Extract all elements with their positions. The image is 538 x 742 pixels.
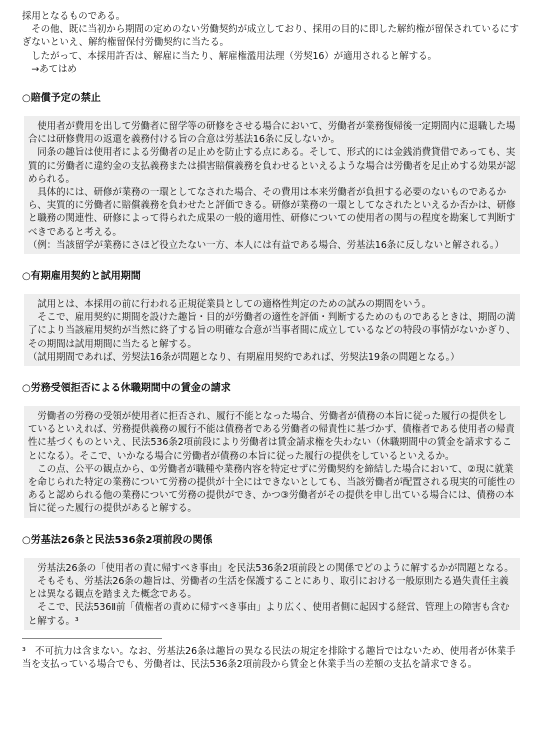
footnote-divider — [22, 638, 162, 639]
paragraph: 労基法26条の「使用者の責に帰すべき事由」を民法536条2項前段との関係でどのように解するかが問題となる。 — [28, 562, 514, 574]
paragraph: 具体的には、研修が業務の一環としてなされた場合、その費用は本来労働者が負担する必要のないものであるから、実質的に労働者に賠償義務を負わせたと評価できる。研修が業務の一環としてなされたといえるか否かは、研修と職務の関連性、研修によって得られた成果の一般的適用性、研修についての使用者の関与の程度を勘案して判断すべきであると考える。 — [28, 187, 516, 238]
section-body — [24, 558, 520, 630]
intro-line: したがって、本採用許否は、解雇に当たり、解雇権濫用法理（労契16）が適用されると解する。 — [22, 50, 437, 62]
footnote — [22, 645, 520, 671]
section-heading: ○労基法26条と民法536条2項前段の関係 — [22, 534, 213, 546]
section-fixed-term — [22, 270, 520, 366]
section-body — [24, 116, 520, 254]
section-wage-claim — [22, 382, 520, 518]
footnote-text: ³ 不可抗力は含まない。なお、労基法26条は趣旨の異なる民法の規定を排除する趣旨ではないため、使用者が休業手当を支払っている場合でも、労働者は、民法536条2項前段から賃金と休業手当の差額の支払を請求できる。 — [22, 645, 516, 670]
paragraph: 使用者が費用を出して労働者に留学等の研修をさせる場合において、労働者が業務復帰後一定期間内に退職した場合には研修費用の返還を義務付ける旨の合意は労基法16条に反しないか。 — [28, 121, 516, 146]
section-article26 — [22, 534, 520, 630]
paragraph: 試用とは、本採用の前に行われる正規従業員としての適格性判定のための試みの期間をいう。 — [28, 299, 432, 311]
paragraph: 労働者の労務の受領が使用者に拒否され、履行不能となった場合、労働者が債務の本旨に従った履行の提供をしているといえれば、労務提供義務の履行不能は債務者である労働者の帰責性に基づかず、債権者である使用者の帰責性に基づくものといえ、民法536条2項前段により労働者は賃金請求権を失わない（休職期間中の賃金を請求することになる）。そこで、いかなる場合に労働者が債務の本旨に従った履行の提供をしているといえるか。 — [28, 411, 515, 462]
intro-text — [22, 10, 520, 76]
section-body — [24, 406, 520, 518]
paragraph: （例：当該留学が業務にさほど役立たない一方、本人には有益である場合、労基法16条に反しないと解される。） — [28, 239, 504, 251]
paragraph: そもそも、労基法26条の趣旨は、労働者の生活を保護することにあり、取引における一般原則たる過失責任主義とは異なる観点を踏まえた概念である。 — [28, 575, 509, 601]
paragraph: そこで、雇用契約に期間を設けた趣旨・目的が労働者の適性を評価・判断するためのものであるときは、期間の満了により当該雇用契約が当然に終了する旨の明確な合意が当事者間に成立しているなどの特段の事情がないかぎり、その期間は試用期間に当たると解する。 — [28, 312, 516, 350]
intro-line: その他、既に当初から期間の定めのない労働契約が成立しており、採用の目的に即した解約権が留保されているにすぎないといえ、解約権留保付労働契約に当たる。 — [22, 24, 519, 49]
section-heading: ○有期雇用契約と試用期間 — [22, 271, 141, 283]
paragraph: この点、公平の観点から、①労働者が職種や業務内容を特定せずに労働契約を締結した場合において、②現に就業を命じられた特定の業務について労務の提供が十全にはできないとしても、当該労働者が配置される現実的可能性のあると認められる他の業務について労務の提供ができ、かつ③労働者がその提供を申し出ている場合には、債務の本旨に従った履行の提供があると解する。 — [28, 463, 516, 515]
paragraph: そこで、民法536Ⅱ前「債権者の責めに帰すべき事由」より広く、使用者側に起因する経営、管理上の障害も含むと解する。³ — [28, 602, 510, 627]
intro-line: →あてはめ — [22, 63, 77, 75]
section-heading: ○賠償予定の禁止 — [22, 93, 101, 105]
paragraph: 同条の趣旨は使用者による労働者の足止めを防止する点にある。そして、形式的には金銭消費貸借であっても、実質的に労働者に違約金の支払義務または損害賠償義務を負わせるといえるような場合は労働者を足止めする効果が認められる。 — [28, 147, 516, 185]
intro-line: 採用となるものである。 — [22, 11, 126, 22]
paragraph: （試用期間であれば、労契法16条が問題となり、有期雇用契約であれば、労契法19条の問題となる。） — [28, 351, 460, 363]
section-damages — [22, 92, 520, 254]
section-heading: ○労務受領拒否による休職期間中の賃金の請求 — [22, 383, 231, 395]
section-body — [24, 294, 520, 366]
